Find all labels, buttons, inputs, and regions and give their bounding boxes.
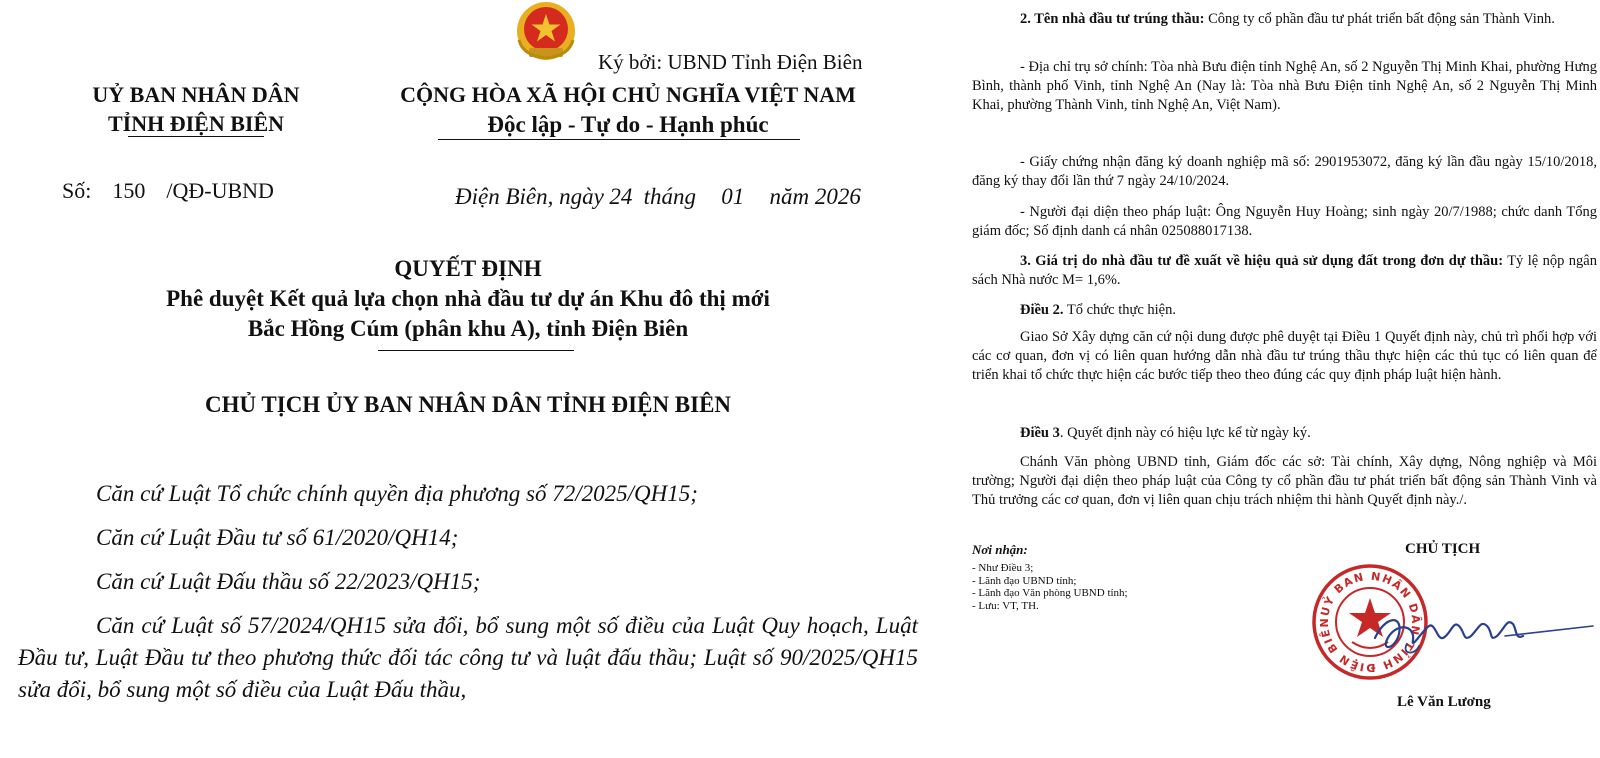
article-2-label: Điều 2. [1020, 302, 1064, 318]
recipient-item: - Lãnh đạo UBND tỉnh; [972, 574, 1077, 587]
digital-signature-note: Ký bởi: UBND Tỉnh Điện Biên [598, 50, 863, 74]
handwritten-signature-icon [1355, 596, 1595, 666]
recipient-item: - Lãnh đạo Văn phòng UBND tỉnh; [972, 587, 1128, 599]
article-2-heading [972, 301, 1597, 320]
legal-basis [18, 478, 918, 706]
decision-title [98, 254, 838, 344]
national-emblem-icon [505, 0, 587, 62]
motto-underline [438, 139, 800, 140]
article-3-label: Điều 3 [1020, 425, 1060, 441]
nation-name: CỘNG HÒA XÃ HỘI CHỦ NGHĨA VIỆT NAM [400, 82, 856, 107]
agency-line-1: UỶ BAN NHÂN DÂN [92, 82, 300, 107]
right-document-page [935, 0, 1600, 758]
number-suffix: /QĐ-UBND [166, 178, 274, 203]
issuing-authority: CHỦ TỊCH ỦY BAN NHÂN DÂN TỈNH ĐIỆN BIÊN [204, 392, 732, 417]
decision-heading: QUYẾT ĐỊNH [394, 256, 542, 281]
article-2-text: Tổ chức thực hiện. [1063, 302, 1176, 318]
execution-paragraph: Chánh Văn phòng UBND tỉnh, Giám đốc các sở: Tài chính, Xây dựng, Nông nghiệp và Môi trường; Người đại diện theo pháp luật của Công ty cổ phần đầu tư phát triển bất động sản Thành Vinh và Thủ trưởng các cơ quan, đơn vị liên quan chịu trách nhiệm thi hành Quyết định này./. [972, 454, 1597, 508]
date-day: 24 [609, 184, 633, 209]
legal-basis-item: Căn cứ Luật Đấu thầu số 22/2023/QH15; [96, 569, 481, 594]
article-3-heading [972, 424, 1597, 443]
title-underline [378, 350, 574, 351]
investor-name-text: Công ty cổ phần đầu tư phát triển bất động sản Thành Vinh. [1204, 11, 1555, 27]
document-date [455, 184, 861, 210]
legal-basis-item: Căn cứ Luật Đầu tư số 61/2020/QH14; [96, 525, 459, 550]
article-3-text: . Quyết định này có hiệu lực kể từ ngày ký. [1059, 425, 1311, 441]
national-motto: Độc lập - Tự do - Hạnh phúc [487, 112, 769, 137]
investor-name-paragraph [972, 10, 1597, 29]
document-number [62, 178, 274, 204]
bid-value-text: Tỷ lệ nộp ngân sách Nhà nước M= 1,6%. [972, 253, 1597, 288]
investor-name-label: 2. Tên nhà đầu tư trúng thầu: [1020, 11, 1205, 27]
bid-value-paragraph [972, 252, 1597, 290]
head-office-paragraph: - Địa chỉ trụ sở chính: Tòa nhà Bưu điện tỉnh Nghệ An, số 2 Nguyễn Thị Minh Khai, phường Hưng Bình, thành phố Vinh, tỉnh Nghệ An (Nay là: Tòa nhà Bưu Điện tỉnh Nghệ An, số 2 Nguyễn Thị Minh Khai, phường Thành Vinh, tỉnh Nghệ An, Việt Nam). [972, 59, 1597, 113]
number-value: 150 [112, 178, 146, 203]
recipients-list [972, 562, 1128, 612]
svg-text:UỶ BAN NHÂN DÂN TỈNH ĐIỆN BIÊN: UỶ BAN NHÂN DÂN TỈNH ĐIỆN BIÊN [1317, 569, 1423, 675]
registration-paragraph: - Giấy chứng nhận đăng ký doanh nghiệp mã số: 2901953072, đăng ký lần đầu ngày 15/10/2018, đăng ký thay đổi lần thứ 7 ngày 24/10/2024. [972, 154, 1597, 189]
issuing-agency [62, 80, 330, 138]
legal-representative-paragraph: - Người đại diện theo pháp luật: Ông Nguyễn Huy Hoàng; sinh ngày 20/7/1988; chức danh Tổng giám đốc; Số định danh cá nhân 025088017138. [972, 204, 1597, 239]
signer-title: CHỦ TỊCH [1405, 541, 1481, 557]
agency-underline [128, 136, 264, 137]
national-header [348, 80, 908, 140]
legal-basis-item: Căn cứ Luật số 57/2024/QH15 sửa đổi, bổ sung một số điều của Luật Quy hoạch, Luật Đầu tư, Luật Đầu tư theo phương thức đối tác công tư và luật đấu thầu; Luật số 90/2025/QH15 sửa đổi, bổ sung một số điều của Luật Đấu thầu, [18, 613, 918, 702]
legal-basis-item: Căn cứ Luật Tổ chức chính quyền địa phương số 72/2025/QH15; [96, 481, 698, 506]
date-place: Điện Biên, ngày [455, 184, 604, 209]
date-year: năm 2026 [769, 184, 861, 209]
recipients-label: Nơi nhận: [972, 542, 1028, 557]
number-prefix: Số: [62, 178, 92, 203]
agency-line-2: TỈNH ĐIỆN BIÊN [107, 111, 285, 136]
signer-name: Lê Văn Lương [1397, 694, 1491, 710]
date-month: 01 [721, 184, 745, 209]
recipient-item: - Lưu: VT, TH. [972, 599, 1039, 612]
recipient-item: - Như Điều 3; [972, 562, 1034, 574]
decision-subject-line-2: Bắc Hồng Cúm (phân khu A), tỉnh Điện Biên [247, 316, 689, 341]
bid-value-label: 3. Giá trị do nhà đầu tư đề xuất về hiệu quả sử dụng đất trong đơn dự thầu: [1020, 253, 1504, 269]
article-2-body: Giao Sở Xây dựng căn cứ nội dung được phê duyệt tại Điều 1 Quyết định này, chủ trì phối hợp với các cơ quan, đơn vị có liên quan hướng dẫn nhà đầu tư trúng thầu thực hiện các thủ tục có liên quan để triển khai tổ chức thực hiện các bước tiếp theo theo đúng các quy định pháp luật hiện hành. [972, 329, 1597, 383]
decision-subject-line-1: Phê duyệt Kết quả lựa chọn nhà đầu tư dự án Khu đô thị mới [166, 286, 770, 311]
date-month-label: tháng [643, 184, 696, 209]
